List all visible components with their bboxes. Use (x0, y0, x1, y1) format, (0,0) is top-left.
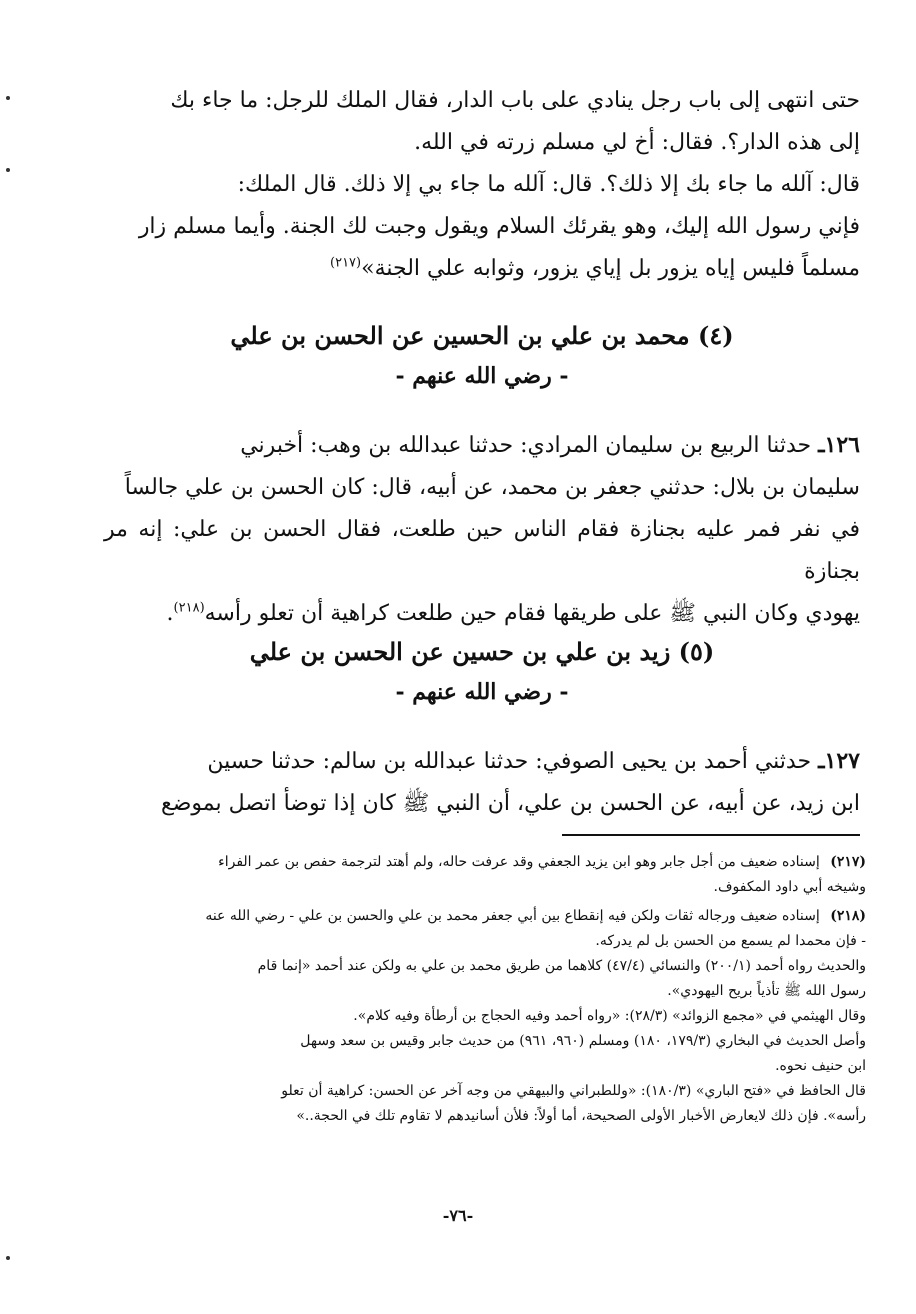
text-line (104, 424, 860, 467)
text-line-content: مسلماً فليس إياه يزور بل إياي يزور، وثوابه علي الجنة» (361, 256, 860, 281)
footnote-text: وقال الهيثمي في «مجمع الزوائد» (٢٨/٣): «رواه أحمد وفيه الحجاج بن أرطأة وفيه كلام». (353, 1008, 866, 1024)
page-number: -٧٦- (442, 1206, 474, 1225)
text-line-content: حدثنا الربيع بن سليمان المرادي: حدثنا عبدالله بن وهب: أخبرني (240, 433, 812, 458)
hadith-number: ١٢٦ـ (818, 432, 860, 458)
footnote-text: إسناده ضعيف من أجل جابر وهو ابن يزيد الجعفي وقد عرفت حاله، ولم أهتد لترجمة حفص بن عمر الفراء (218, 854, 820, 870)
text-line: في نفر فمر عليه بجنازة فقام الناس حين طلعت، فقال الحسن بن علي: إنه مر بجنازة (104, 517, 860, 584)
section-subtitle: - رضي الله عنهم - (395, 679, 569, 705)
footnote-text: - فإن محمدا لم يسمع من الحسن بل لم يدركه. (595, 933, 866, 949)
text-line (104, 248, 860, 290)
hadith-127 (104, 740, 860, 825)
text-line: إلى هذه الدار؟. فقال: أخ لي مسلم زرته في الله. (414, 130, 860, 155)
footnotes (104, 850, 866, 1133)
footnote-text: والحديث رواه أحمد (٢٠٠/١) والنسائي (٤٧/٤) كلاهما من طريق محمد بن علي به ولكن عند أحمد «إنما قام (257, 958, 866, 974)
text-line: فإني رسول الله إليك، وهو يقرئك السلام ويقول وجبت لك الجنة. وأيما مسلم زار (138, 214, 860, 239)
text-line-content: حدثني أحمد بن يحيى الصوفي: حدثنا عبدالله بن سالم: حدثنا حسين (207, 749, 812, 774)
footnote-text: إسناده ضعيف ورجاله ثقات ولكن فيه إنقطاع بين أبي جعفر محمد بن علي والحسن بن علي - رضي الله عنه (205, 908, 820, 924)
section-title: (٥) زيد بن علي بن حسين عن الحسن بن علي (249, 637, 715, 666)
text-line: ابن زيد، عن أبيه، عن الحسن بن علي، أن النبي ﷺ كان إذا توضأ اتصل بموضع (161, 791, 860, 816)
margin-mark (6, 96, 10, 100)
footnote-text: وشيخه أبي داود المكفوف. (713, 879, 866, 895)
hadith-126 (104, 424, 860, 635)
footnote-text: ابن حنيف نحوه. (775, 1058, 866, 1074)
text-line: حتى انتهى إلى باب رجل ينادي على باب الدار، فقال الملك للرجل: ما جاء بك (170, 88, 860, 113)
footnote-label: (٢١٨) (830, 908, 866, 924)
footnote-text: رأسه». فإن ذلك لايعارض الأخبار الأولى الصحيحة، أما أولاً: فلأن أسانيدهم لا تقاوم تلك في الحجة..» (296, 1108, 866, 1124)
footnote-text: رسول الله ﷺ تأذياً بريح اليهودي». (667, 983, 866, 999)
section-title: (٤) محمد بن علي بن الحسين عن الحسن بن علي (230, 321, 734, 350)
section-subtitle: - رضي الله عنهم - (395, 363, 569, 389)
margin-mark (6, 168, 10, 172)
footnote-separator (562, 834, 860, 836)
hadith-number: ١٢٧ـ (818, 748, 860, 774)
footnote (104, 850, 866, 900)
section-heading (104, 632, 860, 712)
text-line: سليمان بن بلال: حدثني جعفر بن محمد، عن أبيه، قال: كان الحسن بن علي جالساً (124, 475, 860, 500)
passage-continuation (104, 80, 860, 290)
text-line-content: يهودي وكان النبي ﷺ على طريقها فقام حين طلعت كراهية أن تعلو رأسه (204, 601, 860, 626)
footnote-label: (٢١٧) (830, 854, 866, 870)
section-heading (104, 316, 860, 396)
footnote-text: قال الحافظ في «فتح الباري» (١٨٠/٣): «وللطبراني والبيهقي من وجه آخر عن الحسن: كراهية أن تعلو (281, 1083, 866, 1099)
footnote-reference: (٢١٨) (173, 600, 205, 616)
margin-mark (6, 1256, 10, 1260)
footnote (104, 904, 866, 1129)
text-line: يهودي وكان النبي ﷺ على طريقها فقام حين طلعت كراهية أن تعلو رأسه$^{(٢١٨)}$. (166, 600, 860, 626)
text-line (104, 740, 860, 783)
text-line: قال: آلله ما جاء بك إلا ذلك؟. قال: آلله ما جاء بي إلا ذلك. قال الملك: (237, 172, 860, 197)
footnote-reference: (٢١٧) (330, 255, 362, 271)
footnote-text: وأصل الحديث في البخاري (١٧٩/٣، ١٨٠) ومسلم (٩٦٠، ٩٦١) من حديث جابر وقيس بن سعد وسهل (300, 1033, 866, 1049)
